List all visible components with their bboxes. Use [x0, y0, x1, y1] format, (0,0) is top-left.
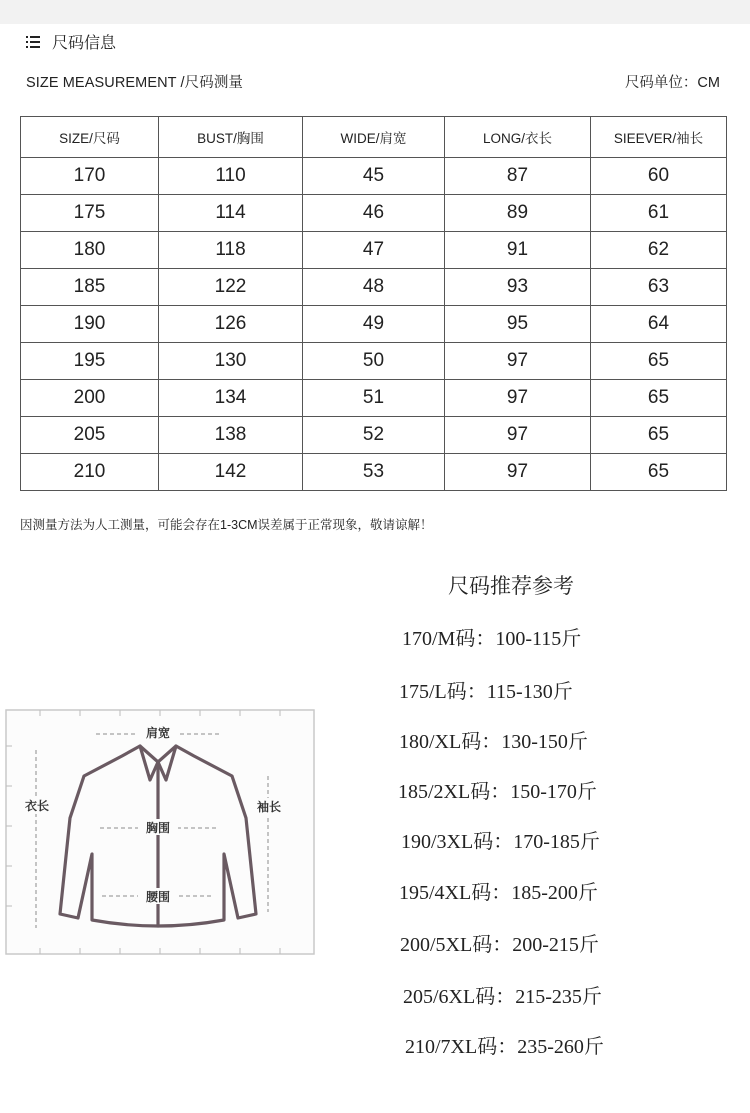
recommend-title: 尺码推荐参考	[448, 574, 574, 598]
cell-wide: 47	[303, 232, 445, 269]
shirt-diagram	[0, 706, 318, 958]
cell-sleeve: 63	[591, 269, 727, 306]
cell-wide: 49	[303, 306, 445, 343]
cell-size: 195	[21, 343, 159, 380]
list-item: 195/4XL码：185-200斤	[399, 882, 598, 904]
list-item: 200/5XL码：200-215斤	[400, 934, 599, 956]
label-length: 衣长	[24, 799, 50, 813]
label-shoulder: 肩宽	[145, 726, 171, 740]
cell-bust: 122	[159, 269, 303, 306]
col-bust: BUST/胸围	[159, 117, 303, 158]
cell-size: 180	[21, 232, 159, 269]
col-long: LONG/衣长	[445, 117, 591, 158]
cell-sleeve: 65	[591, 380, 727, 417]
cell-long: 89	[445, 195, 591, 232]
cell-wide: 53	[303, 454, 445, 491]
cell-sleeve: 62	[591, 232, 727, 269]
list-item: 185/2XL码：150-170斤	[398, 781, 597, 803]
label-waist: 腰围	[145, 890, 171, 904]
cell-long: 97	[445, 454, 591, 491]
col-size: SIZE/尺码	[21, 117, 159, 158]
cell-size: 190	[21, 306, 159, 343]
measurement-note: 因测量方法为人工测量，可能会存在1-3CM误差属于正常现象，敬请谅解！	[20, 518, 433, 532]
table-row	[21, 306, 727, 343]
col-wide: WIDE/肩宽	[303, 117, 445, 158]
cell-bust: 138	[159, 417, 303, 454]
cell-sleeve: 60	[591, 158, 727, 195]
list-item: 210/7XL码：235-260斤	[405, 1036, 604, 1058]
cell-bust: 134	[159, 380, 303, 417]
cell-size: 200	[21, 380, 159, 417]
cell-bust: 126	[159, 306, 303, 343]
cell-long: 97	[445, 343, 591, 380]
col-sleeve: SIEEVER/袖长	[591, 117, 727, 158]
cell-sleeve: 65	[591, 343, 727, 380]
table-row	[21, 343, 727, 380]
cell-wide: 50	[303, 343, 445, 380]
cell-wide: 52	[303, 417, 445, 454]
table-row	[21, 454, 727, 491]
cell-size: 170	[21, 158, 159, 195]
table-row	[21, 232, 727, 269]
table-row	[21, 417, 727, 454]
label-bust: 胸围	[145, 821, 171, 835]
cell-sleeve: 65	[591, 454, 727, 491]
cell-sleeve: 64	[591, 306, 727, 343]
cell-sleeve: 61	[591, 195, 727, 232]
cell-wide: 46	[303, 195, 445, 232]
label-sleeve: 袖长	[256, 800, 282, 814]
cell-long: 87	[445, 158, 591, 195]
cell-bust: 114	[159, 195, 303, 232]
cell-sleeve: 65	[591, 417, 727, 454]
cell-long: 97	[445, 417, 591, 454]
table-row	[21, 380, 727, 417]
cell-size: 185	[21, 269, 159, 306]
list-item: 170/M码：100-115斤	[402, 628, 582, 650]
section-header	[26, 30, 116, 53]
list-icon	[26, 36, 40, 48]
list-item: 205/6XL码：215-235斤	[403, 986, 602, 1008]
cell-size: 210	[21, 454, 159, 491]
cell-long: 91	[445, 232, 591, 269]
cell-long: 93	[445, 269, 591, 306]
cell-long: 95	[445, 306, 591, 343]
table-header-row	[21, 117, 727, 158]
cell-bust: 118	[159, 232, 303, 269]
cell-wide: 51	[303, 380, 445, 417]
size-table	[20, 116, 727, 491]
list-item: 180/XL码：130-150斤	[399, 731, 588, 753]
table-row	[21, 195, 727, 232]
table-row	[21, 269, 727, 306]
cell-wide: 45	[303, 158, 445, 195]
cell-bust: 142	[159, 454, 303, 491]
cell-bust: 130	[159, 343, 303, 380]
cell-size: 205	[21, 417, 159, 454]
cell-long: 97	[445, 380, 591, 417]
list-item: 175/L码：115-130斤	[399, 681, 573, 703]
table-row	[21, 158, 727, 195]
cell-size: 175	[21, 195, 159, 232]
cell-bust: 110	[159, 158, 303, 195]
section-title: 尺码信息	[52, 35, 117, 52]
top-bar	[0, 0, 750, 24]
unit-label: 尺码单位：CM	[624, 75, 720, 91]
size-measurement-label: SIZE MEASUREMENT /尺码测量	[26, 75, 244, 91]
cell-wide: 48	[303, 269, 445, 306]
list-item: 190/3XL码：170-185斤	[401, 831, 600, 853]
